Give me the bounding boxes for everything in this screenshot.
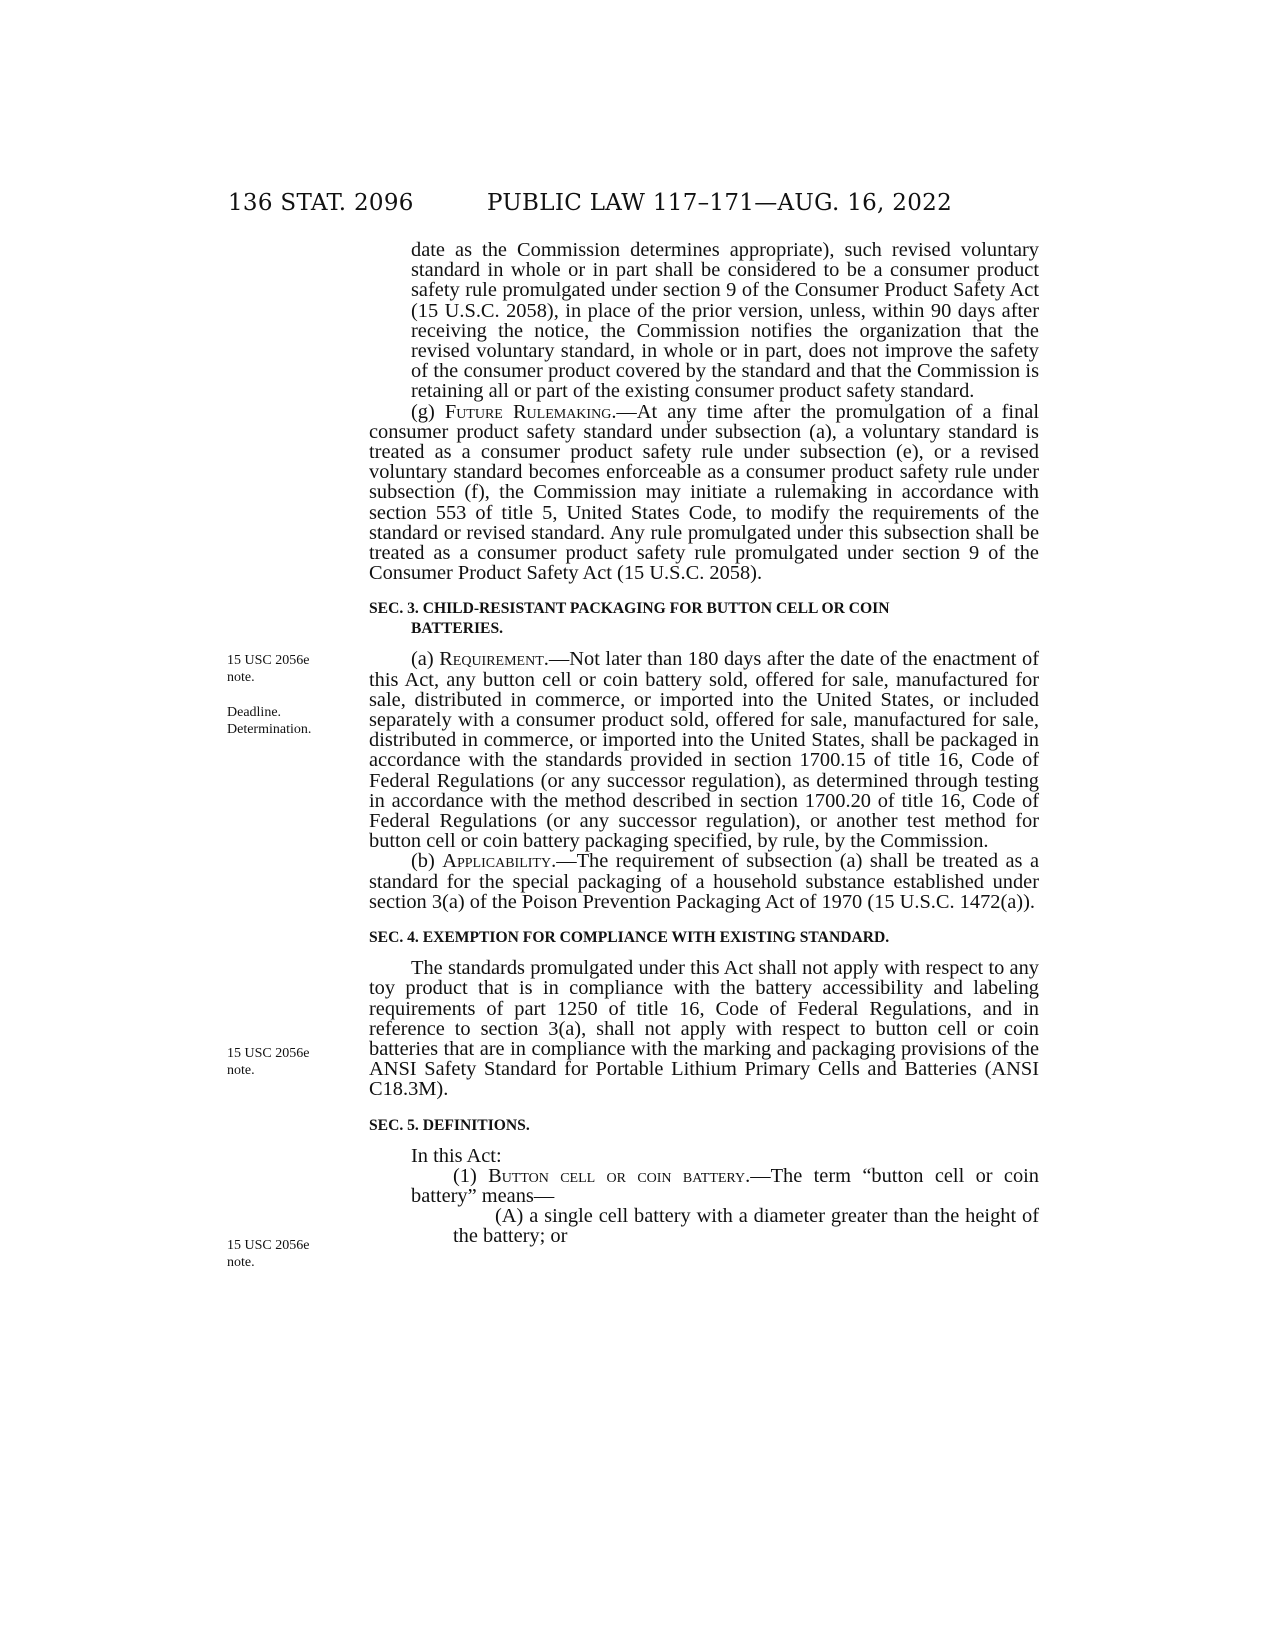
subsection-3a: (a) Requirement.—Not later than 180 days after the date of the enactment of this Act, any button cell or coin battery sold, offered for sale, manufactured for sale, distributed in commerce, or imported into the United States, or included separately with a consumer product sold, offered for sale, manufactured for sale, distributed in commerce, or imported into the United States, shall be packaged in accordance with the standards provided in section 1700.15 of title 16, Code of Federal Regulations (or any successor regulation), as determined through testing in accordance with the method described in section 1700.20 of title 16, Code of Federal Regulations (or any successor regulation), or another test method for button cell or coin battery packaging specified, by rule, by the Commission.	[369, 648, 1040, 853]
section-5-intro: In this Act:	[411, 1144, 502, 1167]
subsection-3b: (b) Applicability.—The requirement of subsection (a) shall be treated as a standard for the special packaging of a household substance established under section 3(a) of the Poison Prevention Packaging Act of 1970 (15 U.S.C. 1472(a)).	[369, 850, 1039, 913]
statute-page-number: 136 STAT. 2096	[228, 190, 414, 216]
section-4-text: The standards promulgated under this Act shall not apply with respect to any toy product that is in compliance with the battery accessibility and labeling requirements of part 1250 of title 16, Code of Federal Regulations, and in reference to section 3(a), shall not apply with respect to button cell or coin batteries that are in compliance with the marking and packaging provisions of the ANSI Safety Standard for Portable Lithium Primary Cells and Batteries (ANSI C18.3M).	[369, 957, 1039, 1101]
subsection-3b-heading: Applicability	[442, 850, 552, 873]
section-3-heading: SEC. 3. CHILD-RESISTANT PACKAGING FOR BUTTON CELL OR COIN BATTERIES.	[369, 600, 890, 638]
subsection-3a-heading: Requirement	[439, 648, 544, 671]
definition-1: (1) Button cell or coin battery.—The term “button cell or coin battery” means—	[411, 1164, 1040, 1207]
continued-paragraph: date as the Commission determines appropriate), such revised voluntary standard in whole or in part shall be considered to be a consumer product safety rule promulgated under section 9 of the Consumer Product Safety Act (15 U.S.C. 2058), in place of the prior version, unless, within 90 days after receiving the notice, the Commission notifies the organization that the revised voluntary standard, in whole or in part, does not improve the safety of the consumer product covered by the standard and that the Commission is retaining all or part of the existing consumer product safety standard.	[411, 239, 1039, 403]
margin-note-sec4: 15 USC 2056e note.	[227, 1046, 310, 1078]
margin-note-sec3: 15 USC 2056e note.	[227, 653, 310, 685]
subsection-g: (g) Future Rulemaking.—At any time after the promulgation of a final consumer product safety standard under subsection (a), a voluntary standard is treated as a consumer product safety rule under subsection (e), or a revised voluntary standard becomes enforceable as a consumer product safety rule under subsection (f), the Commission may initiate a rulemaking in accordance with section 553 of title 5, United States Code, to modify the requirements of the standard or revised standard. Any rule promulgated under this subsection shall be treated as a consumer product safety rule promulgated under section 9 of the Consumer Product Safety Act (15 U.S.C. 2058).	[369, 400, 1040, 585]
section-5-heading: SEC. 5. DEFINITIONS.	[369, 1116, 530, 1134]
definition-1-A: (A) a single cell battery with a diameter greater than the height of the battery; or	[453, 1205, 1039, 1248]
definition-1-heading: Button cell or coin battery	[488, 1164, 746, 1187]
document-body	[369, 240, 1039, 1247]
margin-note-deadline: Deadline. Determination.	[227, 705, 312, 737]
subsection-g-heading: Future Rulemaking	[444, 400, 612, 423]
section-4-heading: SEC. 4. EXEMPTION FOR COMPLIANCE WITH EXISTING STANDARD.	[369, 929, 890, 947]
running-header-title: PUBLIC LAW 117–171—AUG. 16, 2022	[487, 190, 953, 216]
margin-note-sec5: 15 USC 2056e note.	[227, 1238, 310, 1270]
